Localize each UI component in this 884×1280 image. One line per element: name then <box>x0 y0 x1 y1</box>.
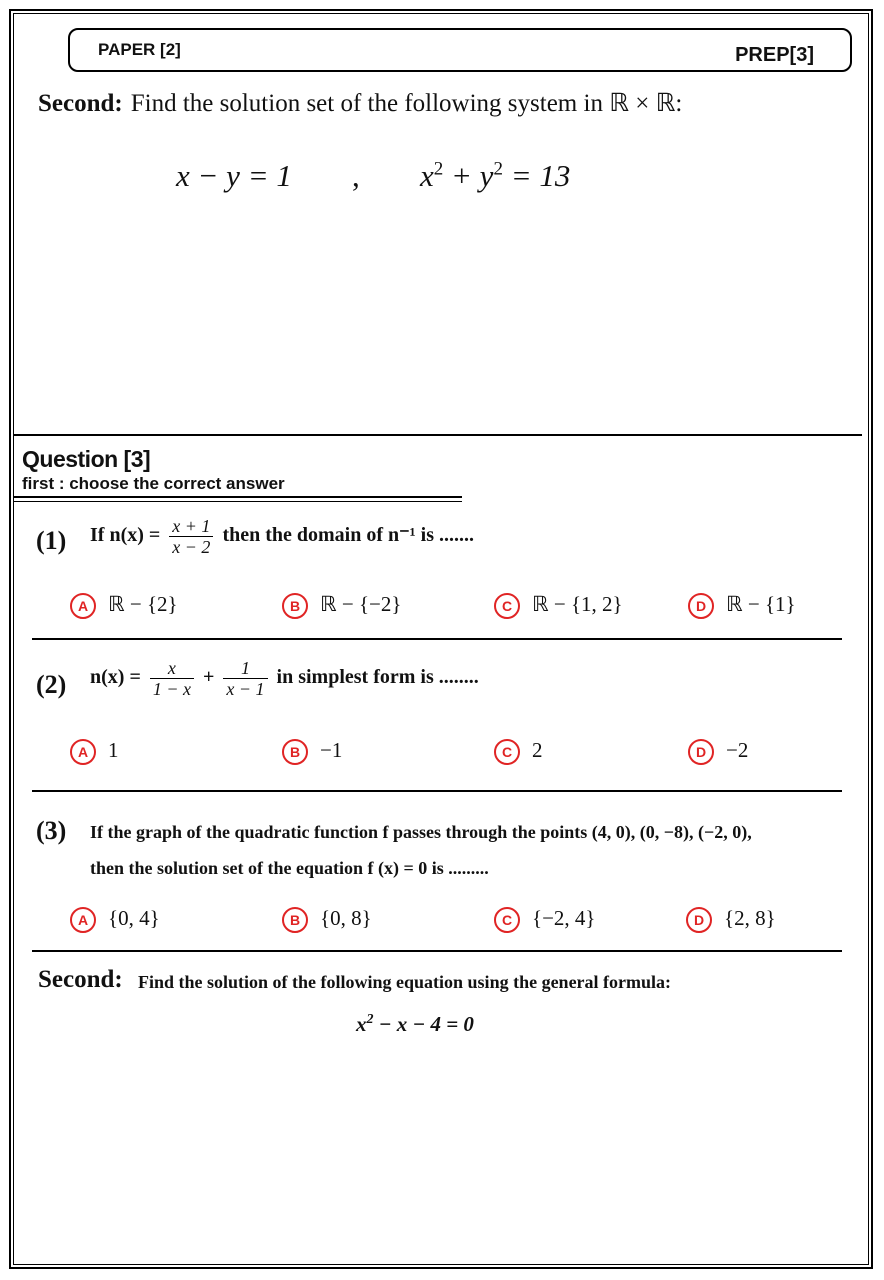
q1-option-c-text: ℝ − {1, 2} <box>532 592 623 616</box>
q2-frac1-den: 1 − x <box>152 679 191 699</box>
q3-option-d[interactable] <box>686 906 776 933</box>
option-c-badge: C <box>494 907 520 933</box>
q1-text-end: then the domain of n⁻¹ is ....... <box>222 524 475 547</box>
system-equation-2 <box>420 158 570 194</box>
option-d-badge: D <box>688 593 714 619</box>
general-formula-equation <box>356 1012 474 1037</box>
option-b-badge: B <box>282 739 308 765</box>
option-a-badge: A <box>70 907 96 933</box>
eq-x: x <box>356 1012 367 1036</box>
q2-frac2-num: 1 <box>223 658 267 679</box>
q2-frac2-den: x − 1 <box>226 679 265 699</box>
q3-option-b[interactable] <box>282 906 372 933</box>
q2-text <box>90 658 479 699</box>
q2-option-b[interactable] <box>282 738 342 765</box>
q3-option-d-text: {2, 8} <box>724 906 776 930</box>
q2-option-c-text: 2 <box>532 738 543 762</box>
q2-text-start: n(x) = <box>90 666 141 689</box>
q1-fraction <box>169 516 213 557</box>
question-3-subtitle: first : choose the correct answer <box>22 474 285 493</box>
q1-number: (1) <box>36 526 67 555</box>
q3-option-c-text: {−2, 4} <box>532 906 596 930</box>
q2-fraction-2 <box>223 658 267 699</box>
eq-exp: 2 <box>366 1012 374 1027</box>
system-equation-1: x − y = 1 <box>176 158 292 193</box>
q1-option-a[interactable] <box>70 592 178 619</box>
q1-option-a-text: ℝ − {2} <box>108 592 178 616</box>
option-a-badge: A <box>70 593 96 619</box>
q2-option-a-text: 1 <box>108 738 119 762</box>
q2-option-d-text: −2 <box>726 738 749 762</box>
q1-separator <box>32 638 842 640</box>
prep-label: PREP[3] <box>735 44 814 66</box>
option-a-badge: A <box>70 739 96 765</box>
option-b-badge: B <box>282 907 308 933</box>
section-two-b-label: Second: <box>38 966 123 993</box>
q1-frac-num: x + 1 <box>169 516 213 537</box>
section-two-heading <box>38 88 682 118</box>
q1-text-start: If n(x) = <box>90 524 161 547</box>
option-b-badge: B <box>282 593 308 619</box>
option-c-badge: C <box>494 739 520 765</box>
q1-option-b-text: ℝ − {−2} <box>320 592 402 616</box>
section-divider <box>14 434 862 436</box>
eq2-exp: 2 <box>433 158 444 180</box>
section-two-b-text: Find the solution of the following equation using the general formula: <box>138 972 672 992</box>
question-3-title: Question [3] <box>22 446 151 472</box>
option-d-badge: D <box>686 907 712 933</box>
eq2-exp2: 2 <box>493 158 503 180</box>
paper-label: PAPER [2] <box>98 40 181 59</box>
section-two-text: Find the solution set of the following system in ℝ × ℝ: <box>130 90 683 117</box>
option-c-badge: C <box>494 593 520 619</box>
eq2-rest: = 13 <box>502 158 571 193</box>
q1-option-d-text: ℝ − {1} <box>726 592 796 616</box>
q2-option-c[interactable] <box>494 738 543 765</box>
section-two-label: Second: <box>38 90 123 117</box>
system-equation-comma: , <box>352 158 360 193</box>
q3-line-2: then the solution set of the equation f (x) = 0 is ......... <box>90 858 489 878</box>
q2-text-end: in simplest form is ........ <box>276 666 479 689</box>
q3-option-c[interactable] <box>494 906 596 933</box>
q1-text <box>90 516 474 557</box>
q1-option-d[interactable] <box>688 592 796 619</box>
q3-option-b-text: {0, 8} <box>320 906 372 930</box>
q1-frac-den: x − 2 <box>172 537 211 557</box>
q3-option-a[interactable] <box>70 906 160 933</box>
paper-header <box>68 28 852 72</box>
option-d-badge: D <box>688 739 714 765</box>
eq2-x: x <box>420 158 434 193</box>
subtitle-underline <box>14 496 462 498</box>
q3-separator <box>32 950 842 952</box>
q2-frac1-num: x <box>150 658 194 679</box>
q2-option-b-text: −1 <box>320 738 343 762</box>
q2-fraction-1 <box>150 658 194 699</box>
q2-number: (2) <box>36 670 67 699</box>
subtitle-underline-2 <box>14 501 462 502</box>
q2-option-d[interactable] <box>688 738 748 765</box>
q3-line-1: If the graph of the quadratic function f passes through the points (4, 0), (0, −8), (−2, 0), <box>90 822 752 842</box>
q2-separator <box>32 790 842 792</box>
q3-option-a-text: {0, 4} <box>108 906 160 930</box>
q2-plus: + <box>202 666 215 689</box>
q1-option-b[interactable] <box>282 592 401 619</box>
eq2-plus-y: + y <box>443 158 494 193</box>
q3-number: (3) <box>36 816 67 845</box>
q2-option-a[interactable] <box>70 738 119 765</box>
q1-option-c[interactable] <box>494 592 623 619</box>
eq-rest: − x − 4 = 0 <box>373 1012 474 1036</box>
